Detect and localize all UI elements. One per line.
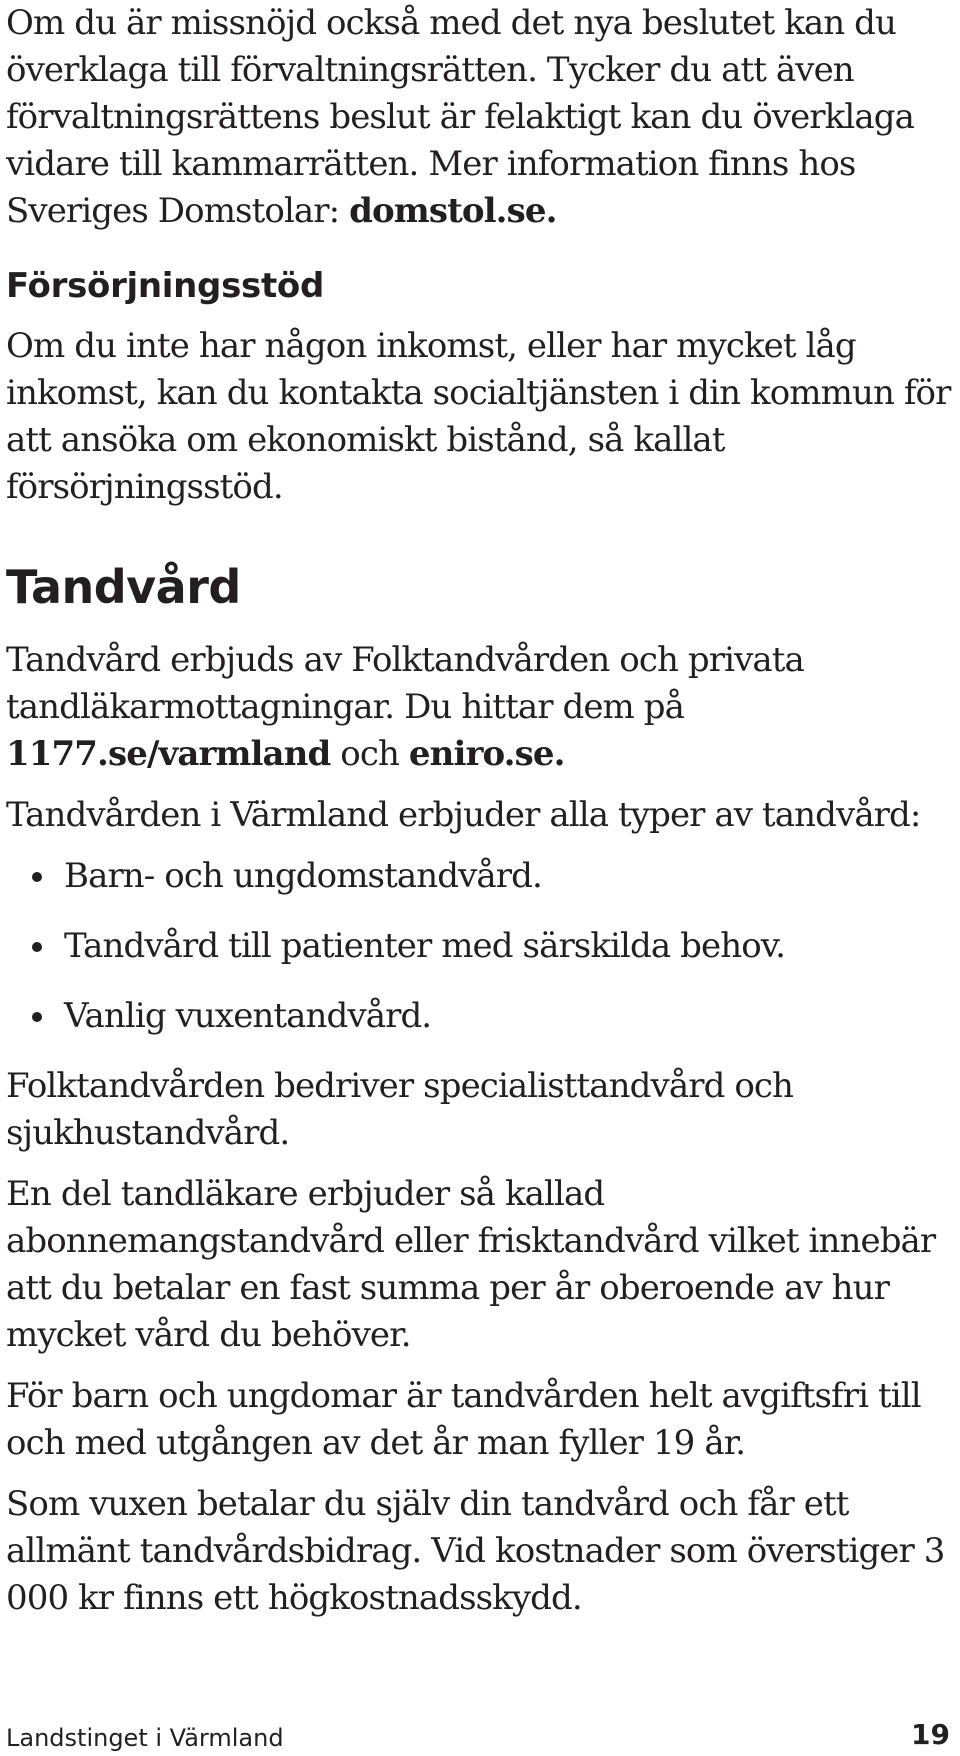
- document-page: [6, 0, 956, 1636]
- list-item: [6, 993, 956, 1040]
- bullet-icon: [32, 872, 42, 882]
- bullet-icon: [32, 942, 42, 952]
- intro-text: Om du är missnöjd också med det nya beslutet kan du överklaga till förvaltningsrätten. Tycker du att även förvaltningsrättens beslut är felaktigt kan du överklaga vidare till kammarrätten. Mer information finns hos Sveriges Domstolar:: [6, 3, 914, 231]
- tandvard-heading: Tandvård: [6, 560, 241, 614]
- tandvard-intro-text: Tandvård erbjuds av Folktandvården och privata tandläkarmottagningar. Du hittar dem på: [6, 640, 804, 727]
- page-number: 19: [911, 1718, 950, 1751]
- footer-organization: Landstinget i Värmland: [6, 1724, 284, 1752]
- adult-cost-paragraph: Som vuxen betalar du själv din tandvård och får ett allmänt tandvårdsbidrag. Vid kostnader som överstiger 3 000 kr finns ett högkostnadsskydd.: [6, 1484, 945, 1618]
- tandvard-types-paragraph: Tandvården i Värmland erbjuder alla typer av tandvård:: [6, 795, 921, 835]
- forsorjningsstod-paragraph: Om du inte har någon inkomst, eller har mycket låg inkomst, kan du kontakta socialtjänsten i din kommun för att ansöka om ekonomiskt bistånd, så kallat försörjningsstöd.: [6, 326, 951, 507]
- tandvard-intro-and: och: [330, 734, 409, 774]
- children-free-paragraph: För barn och ungdomar är tandvården helt avgiftsfri till och med utgången av det år man fyller 19 år.: [6, 1376, 921, 1463]
- list-item: [6, 923, 956, 970]
- list-item-text: Vanlig vuxentandvård.: [64, 996, 432, 1036]
- intro-paragraph: [6, 0, 956, 235]
- link-1177[interactable]: 1177.se/varmland: [6, 734, 331, 774]
- link-eniro[interactable]: eniro.se.: [408, 734, 565, 774]
- specialist-paragraph: Folktandvården bedriver specialisttandvård och sjukhustandvård.: [6, 1066, 794, 1153]
- tandvard-types-list: [6, 853, 956, 1040]
- domstol-link[interactable]: domstol.se.: [349, 191, 557, 231]
- list-item-text: Barn- och ungdomstandvård.: [64, 856, 542, 896]
- list-item-text: Tandvård till patienter med särskilda behov.: [64, 926, 785, 966]
- abonnemang-paragraph: En del tandläkare erbjuder så kallad abonnemangstandvård eller frisktandvård vilket innebär att du betalar en fast summa per år oberoende av hur mycket vård du behöver.: [6, 1174, 936, 1355]
- forsorjningsstod-heading: Försörjningsstöd: [6, 266, 325, 306]
- list-item: [6, 853, 956, 900]
- bullet-icon: [32, 1012, 42, 1022]
- tandvard-intro-paragraph: [6, 637, 956, 778]
- page-footer: [6, 1713, 950, 1753]
